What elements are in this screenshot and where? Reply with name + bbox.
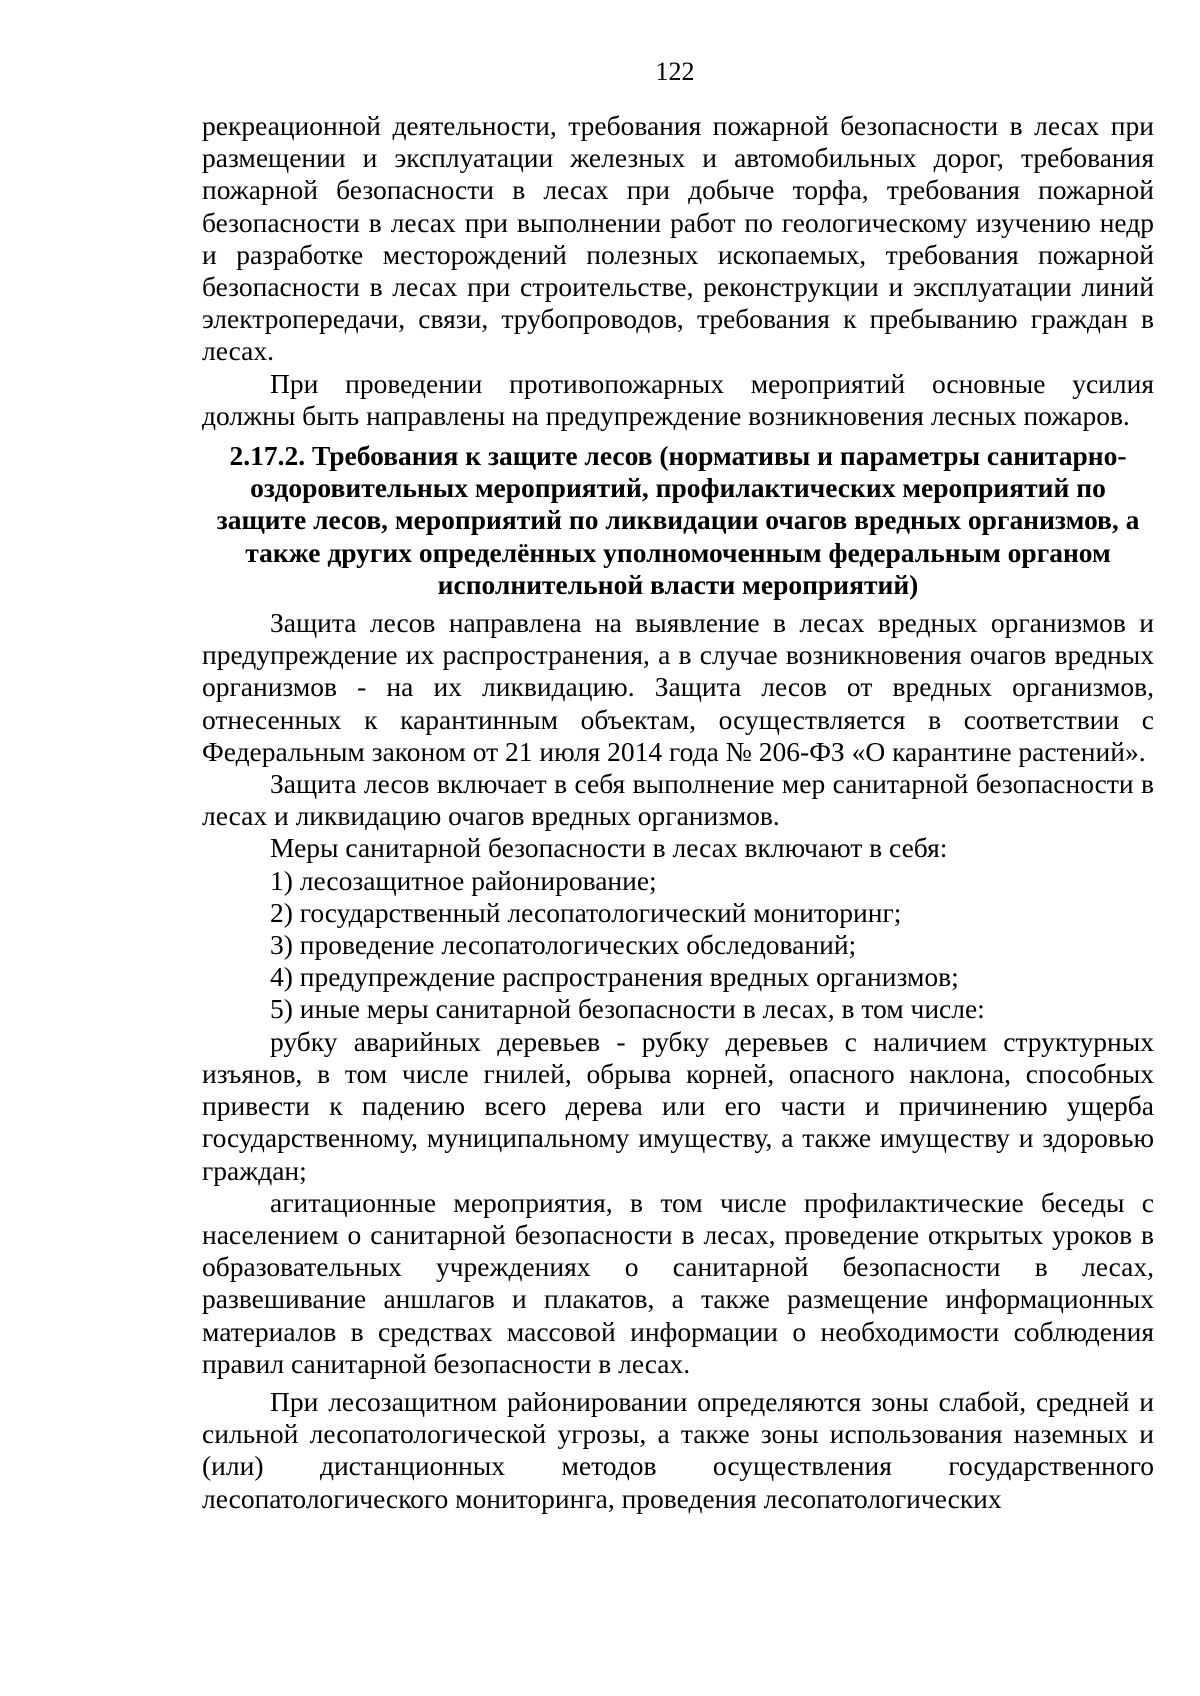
section-heading: 2.17.2. Требования к защите лесов (нормативы и параметры санитарно-оздоровительных мероприятий, профилактических мероприятий по защите лесов, мероприятий по ликвидации очагов вредных организмов, а также других определённых уполномоченным федеральным органом исполнительной власти мероприятий) [216, 440, 1140, 600]
paragraph-emergency-trees: рубку аварийных деревьев - рубку деревьев с наличием структурных изъянов, в том числе гнилей, обрыва корней, опасного наклона, способных привести к падению всего дерева или его части и причинению ущерба государственному, муниципальному имуществу, а также имуществу и здоровью граждан; [202, 1025, 1154, 1186]
list-item: 4) предупреждение распространения вредных организмов; [270, 961, 959, 993]
paragraph-fire-measures: При проведении противопожарных мероприятий основные усилия должны быть направлены на предупреждение возникновения лесных пожаров. [202, 367, 1154, 431]
list-item: 5) иные меры санитарной безопасности в лесах, в том числе: [270, 993, 985, 1025]
paragraph-forest-protection: Защита лесов направлена на выявление в лесах вредных организмов и предупреждение их распространения, а в случае возникновения очагов вредных организмов - на их ликвидацию. Защита лесов от вредных организмов, отнесенных к карантинным объектам, осуществляется в соответствии с Федеральным законом от 21 июля 2014 года № 206-ФЗ «О карантине растений». [202, 607, 1154, 767]
list-item: 1) лесозащитное районирование; [270, 864, 657, 896]
paragraph-zoning: При лесозащитном районировании определяются зоны слабой, средней и сильной лесопатологической угрозы, а также зоны использования наземных и (или) дистанционных методов осуществления государственного лесопатологического мониторинга, проведения лесопатологических [202, 1385, 1154, 1514]
paragraph-sanitary-measures: Меры санитарной безопасности в лесах включают в себя: [270, 832, 948, 864]
page-number: 122 [655, 57, 695, 86]
paragraph-campaign-activities: агитационные мероприятия, в том числе профилактические беседы с населением о санитарной безопасности в лесах, проведение открытых уроков в образовательных учреждениях о санитарной безопасности в лесах, развешивание аншлагов и плакатов, а также размещение информационных материалов в средствах массовой информации о необходимости соблюдения правил санитарной безопасности в лесах. [202, 1186, 1154, 1379]
list-item: 3) проведение лесопатологических обследований; [270, 929, 857, 961]
document-body [202, 110, 1154, 1515]
paragraph-continuation: рекреационной деятельности, требования пожарной безопасности в лесах при размещении и эксплуатации железных и автомобильных дорог, требования пожарной безопасности в лесах при добыче торфа, требования пожарной безопасности в лесах при выполнении работ по геологическому изучению недр и разработке месторождений полезных ископаемых, требования пожарной безопасности в лесах при строительстве, реконструкции и эксплуатации линий электропередачи, связи, трубопроводов, требования к пребыванию граждан в лесах. [202, 110, 1154, 367]
paragraph-protection-includes: Защита лесов включает в себя выполнение мер санитарной безопасности в лесах и ликвидацию очагов вредных организмов. [202, 768, 1154, 832]
list-item: 2) государственный лесопатологический мониторинг; [270, 896, 902, 928]
